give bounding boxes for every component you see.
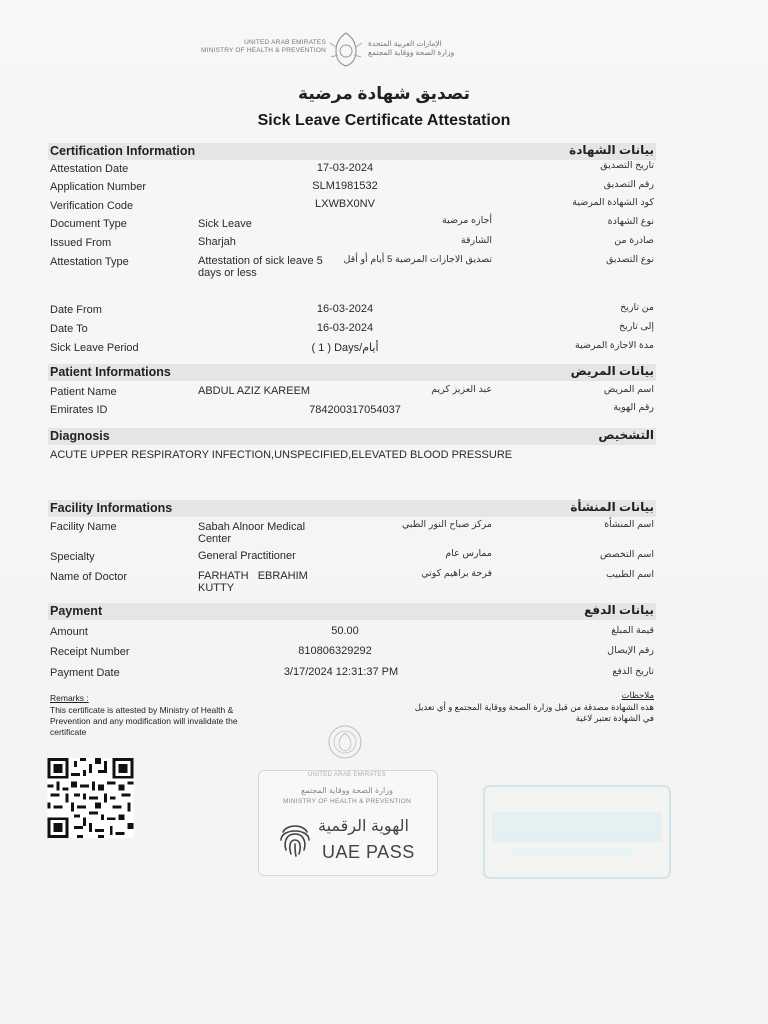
patient-name: ABDUL AZIZ KAREEM: [198, 385, 311, 397]
field-value: LXWBX0NV: [315, 198, 375, 210]
field-label: Name of Doctor: [50, 571, 128, 583]
section-heading: Diagnosis: [50, 429, 110, 443]
remarks-text-ar: هذه الشهادة مصدقة من قبل وزارة الصحة ووقاية المجتمع و أي تعديل في الشهادة تعتبر لاغية: [414, 702, 654, 723]
facility-name: Sabah Alnoor Medical Center: [198, 521, 306, 545]
field-label-ar: نوع التصديق: [605, 254, 654, 265]
faded-stamp-icon: [482, 784, 672, 880]
uae-emblem-icon: [326, 722, 364, 762]
section-heading: Payment: [50, 604, 103, 618]
field-label: Date From: [50, 304, 102, 316]
field-label-ar: نوع الشهادة: [607, 216, 654, 227]
section-heading-ar: بيانات الشهادة: [569, 143, 654, 157]
field-label-ar: تاريخ الدفع: [612, 666, 654, 677]
field-label: Attestation Date: [50, 163, 129, 175]
field-value: 16-03-2024: [316, 322, 374, 334]
field-label-ar: قيمة المبلغ: [611, 625, 654, 636]
field-label-ar: رقم التصديق: [603, 179, 654, 190]
field-label: Document Type: [50, 218, 127, 230]
patient-name-ar: عبد العزيز كريم: [431, 384, 492, 395]
field-value: 16-03-2024: [316, 303, 374, 315]
field-value-ar: أجازه مرضية: [442, 215, 492, 226]
doctor-name-ar: فرحة براهيم كوتي: [421, 568, 492, 579]
remarks-title: Remarks :: [50, 693, 89, 703]
qr-code-icon[interactable]: [47, 758, 134, 838]
title-arabic: تصديق شهادة مرضية: [298, 84, 470, 103]
receipt-number: 810806329292: [298, 645, 372, 657]
field-label-ar: رقم الهوية: [613, 402, 654, 413]
field-value: Attestation of sick leave 5 days or less: [198, 255, 323, 279]
field-value: ( 1 ) Days/أيام: [311, 342, 379, 354]
field-label: Application Number: [50, 181, 146, 193]
remarks-text: This certificate is attested by Ministry of Health & Prevention and any modification will invalidate the certificate: [50, 705, 238, 737]
field-label: Facility Name: [50, 521, 117, 533]
ministry-name-ar: الإمارات العربية المتحدة وزارة الصحة ووقاية المجتمع: [368, 39, 455, 57]
section-bar-certification: [48, 143, 656, 160]
amount-value: 50.00: [331, 625, 359, 637]
section-heading-ar: التشخيص: [598, 428, 654, 442]
field-label-ar: اسم التخصص: [600, 549, 654, 560]
section-heading-ar: بيانات المريض: [570, 364, 654, 378]
field-label-ar: اسم المريض: [603, 384, 654, 395]
fingerprint-icon: [275, 818, 315, 860]
field-value: Sharjah: [198, 236, 236, 248]
remarks-title-ar: ملاحظات: [621, 690, 654, 700]
section-heading: Patient Informations: [50, 365, 171, 379]
stamp-text-en: UNITED ARAB EMIRATES: [308, 772, 386, 778]
field-label-ar: صادرة من: [614, 235, 654, 246]
field-label: Attestation Type: [50, 256, 129, 268]
stamp-text-ar: وزارة الصحة ووقاية المجتمع: [301, 786, 393, 795]
field-label: Payment Date: [50, 667, 120, 679]
facility-name-ar: مركز صباح النور الطبي: [402, 519, 492, 530]
uae-emblem-icon: [328, 29, 364, 69]
specialty-ar: ممارس عام: [445, 548, 492, 559]
field-value: SLM1981532: [312, 180, 378, 192]
section-heading: Certification Information: [50, 144, 196, 158]
field-label: Sick Leave Period: [50, 342, 139, 354]
section-bar-diagnosis: [48, 428, 656, 445]
field-label-ar: اسم المنشأة: [604, 519, 654, 530]
section-heading-ar: بيانات المنشأة: [570, 500, 654, 514]
field-label-ar: كود الشهادة المرضية: [572, 197, 654, 208]
section-bar-payment: [48, 603, 656, 620]
field-label: Receipt Number: [50, 646, 130, 658]
field-label: Patient Name: [50, 386, 117, 398]
field-label: Verification Code: [50, 200, 134, 212]
field-label: Amount: [50, 626, 88, 638]
field-value: Sick Leave: [198, 218, 252, 230]
section-bar-patient: [48, 364, 656, 381]
field-label-ar: إلى تاريخ: [619, 321, 654, 332]
field-label-ar: اسم الطبيب: [606, 569, 654, 580]
field-label: Date To: [50, 323, 88, 335]
field-label-ar: رقم الإيصال: [607, 645, 654, 656]
page-title: Sick Leave Certificate Attestation: [257, 112, 511, 129]
field-label-ar: مدة الاجازة المرضية: [574, 340, 654, 351]
stamp-text-moh: MINISTRY OF HEALTH & PREVENTION: [282, 798, 412, 805]
emirates-id: 784200317054037: [309, 404, 401, 416]
section-bar-facility: [48, 500, 656, 517]
field-label: Emirates ID: [50, 404, 108, 416]
section-heading-ar: بيانات الدفع: [584, 603, 654, 617]
ministry-name-en: UNITED ARAB EMIRATES MINISTRY OF HEALTH & PREVENTION: [200, 39, 326, 54]
uae-pass-label: UAE PASS: [322, 842, 415, 862]
section-heading: Facility Informations: [50, 501, 173, 515]
uae-pass-arabic: الهوية الرقمية: [318, 818, 409, 835]
field-value-ar: تصديق الاجازات المرضية 5 أيام أو أقل: [343, 254, 492, 265]
payment-date: 3/17/2024 12:31:37 PM: [283, 666, 399, 678]
diagnosis-text: ACUTE UPPER RESPIRATORY INFECTION,UNSPECIFIED,ELEVATED BLOOD PRESSURE: [50, 449, 513, 461]
specialty: General Practitioner: [198, 550, 296, 562]
field-value: 17-03-2024: [316, 162, 374, 174]
field-label-ar: تاريخ التصديق: [600, 160, 654, 171]
doctor-name: FARHATH EBRAHIM KUTTY: [198, 570, 311, 594]
field-value-ar: الشارقة: [460, 235, 492, 246]
field-label-ar: من تاريخ: [620, 302, 654, 313]
field-label: Specialty: [50, 551, 95, 563]
field-label: Issued From: [50, 237, 112, 249]
